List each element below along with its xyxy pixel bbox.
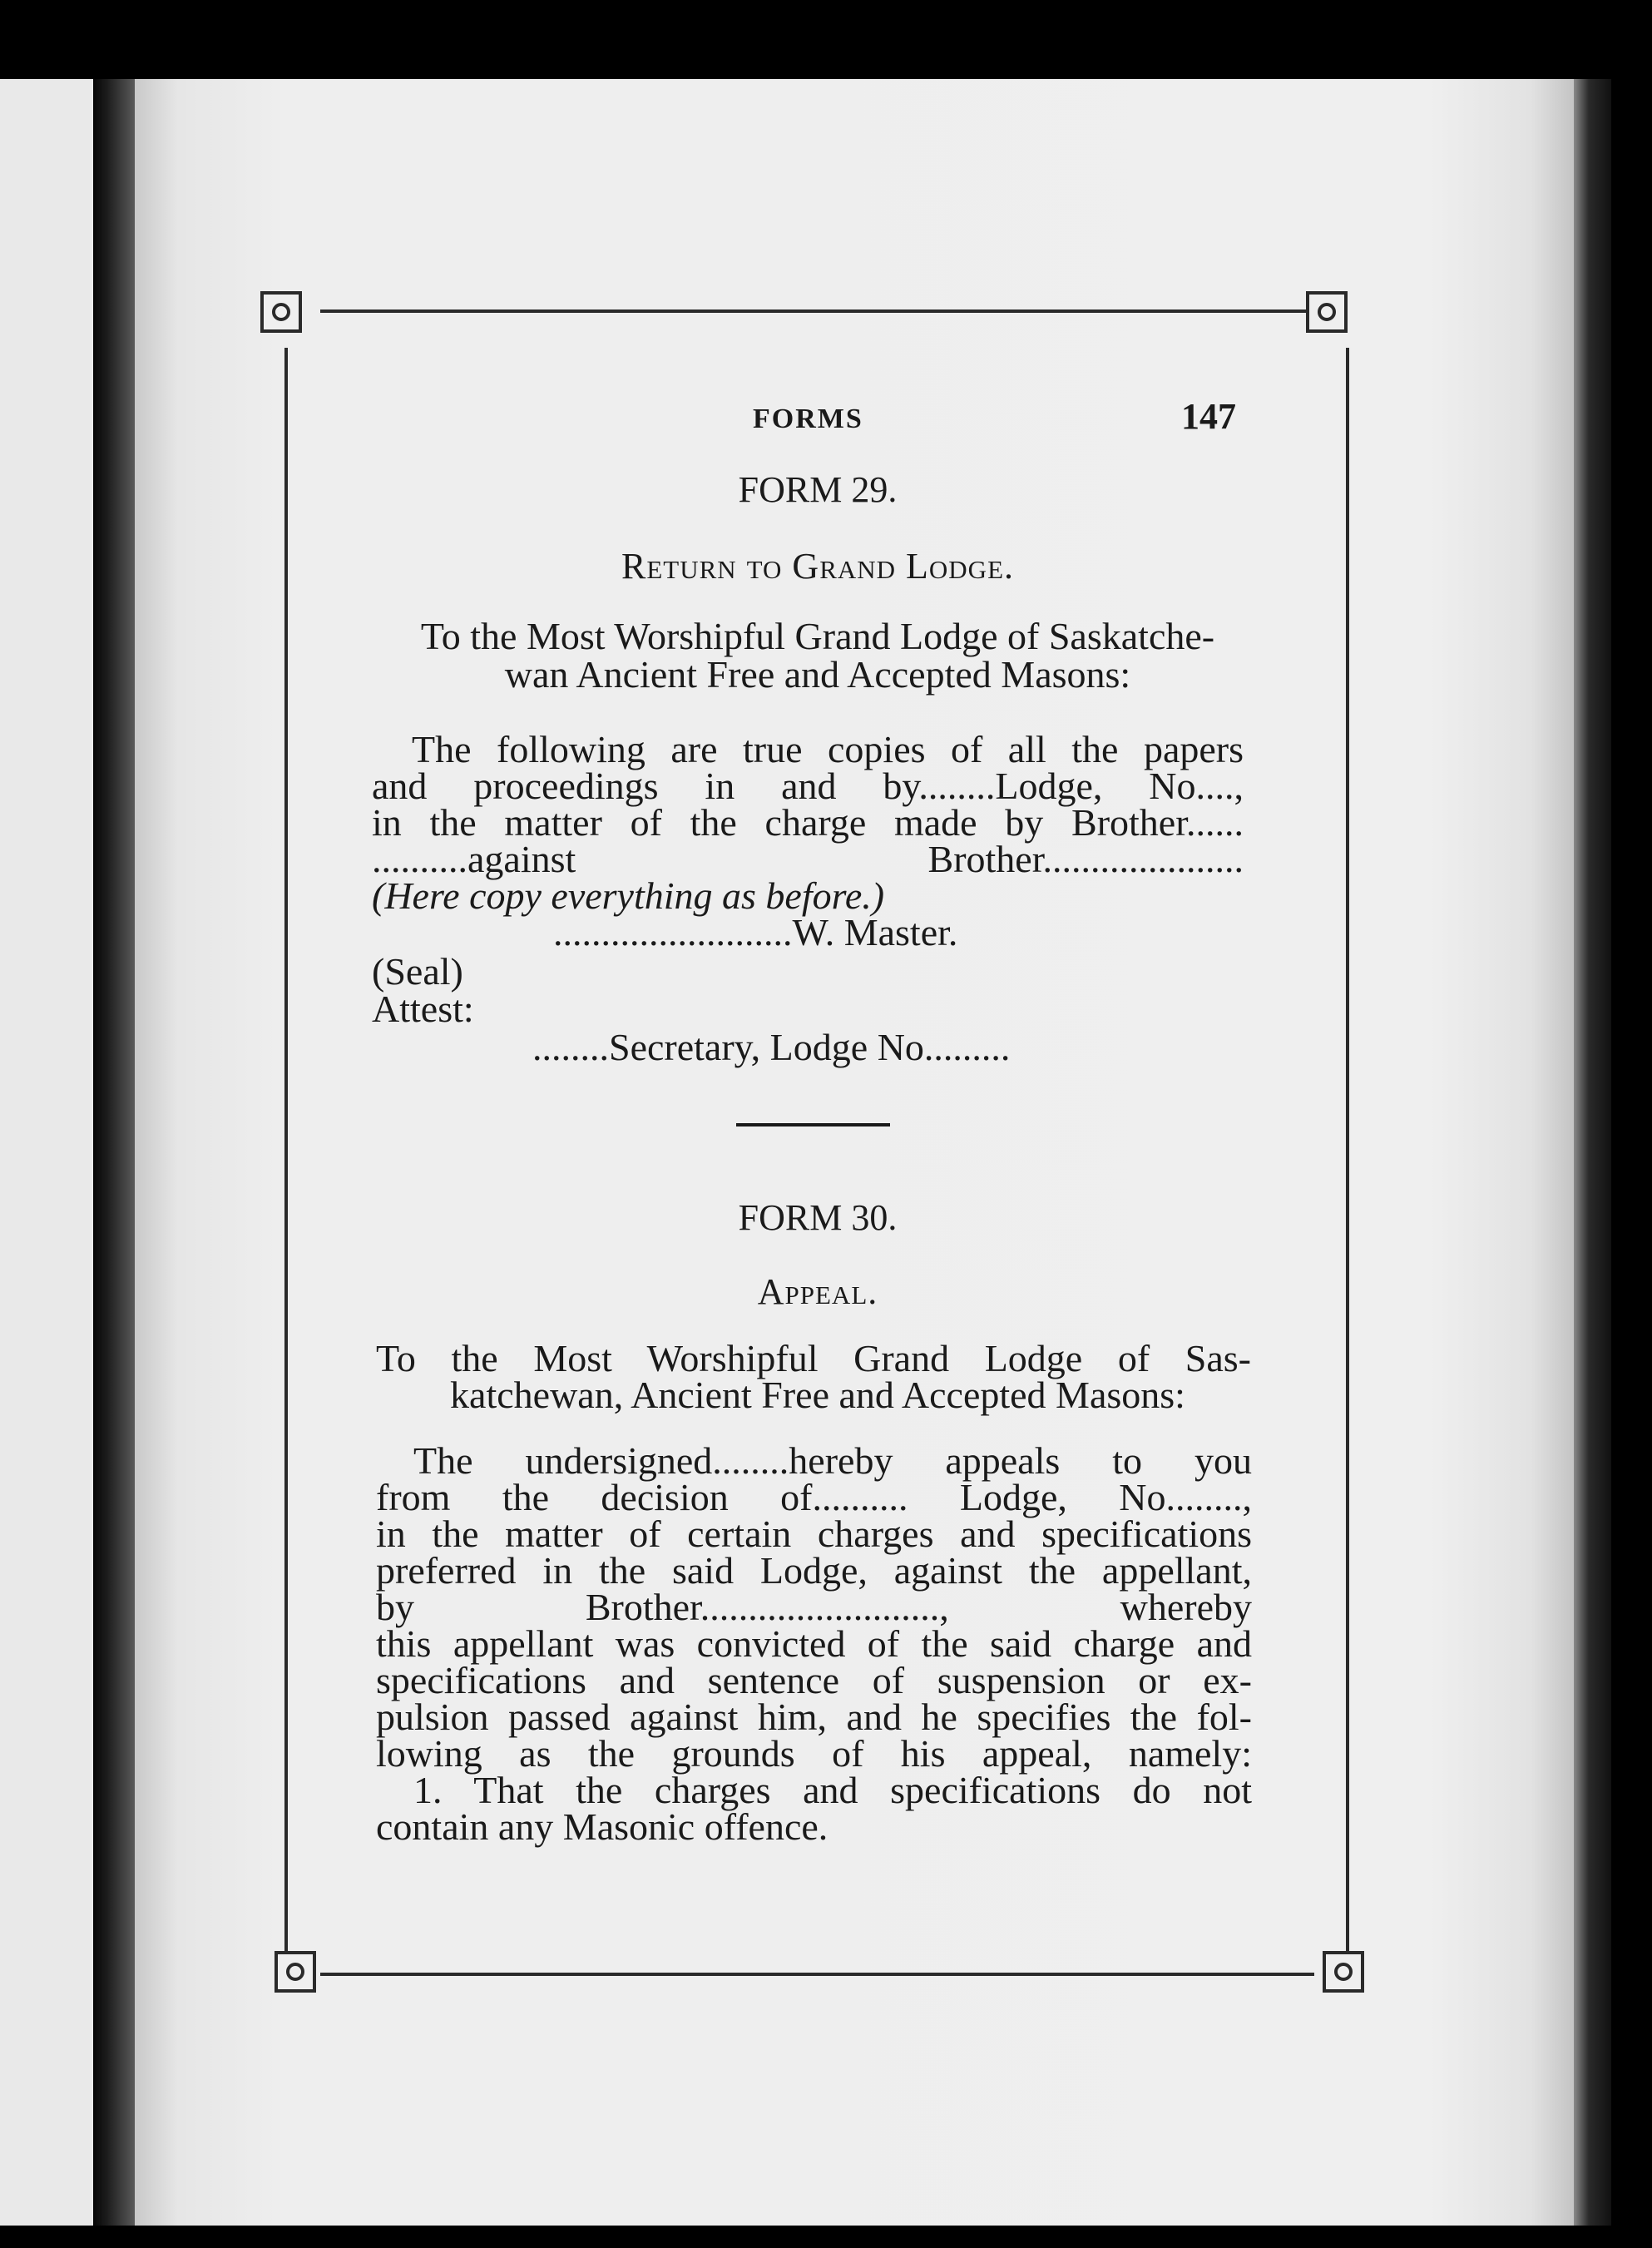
book-page xyxy=(135,79,1574,2226)
form-30-body-line: contain any Masonic offence. xyxy=(376,1805,828,1848)
form-30-body-line: preferred in the said Lodge, against the appellant, xyxy=(376,1549,1252,1592)
corner-ornament-icon xyxy=(1323,1951,1364,1993)
form-30-body-line: by Brother........................., whereby xyxy=(376,1586,1252,1628)
form-30-body-line: pulsion passed against him, and he specifies the fol- xyxy=(376,1696,1252,1738)
form-30-body-line: specifications and sentence of suspension or ex- xyxy=(376,1659,1252,1701)
form-29-body-line: ..........against Brother..................... xyxy=(372,838,1244,880)
book-gutter xyxy=(93,79,135,2226)
running-header: FORMS xyxy=(753,404,863,434)
form-30-body-line: this appellant was convicted of the said charge and xyxy=(376,1622,1252,1665)
attest-label: Attest: xyxy=(372,988,474,1030)
corner-ornament-icon xyxy=(260,291,302,333)
form-29-body-line: and proceedings in and by........Lodge, No...., xyxy=(372,765,1244,807)
form-29-subtitle: Return to Grand Lodge. xyxy=(621,546,1015,587)
form-29-title: FORM 29. xyxy=(738,469,898,510)
form-30-body-line: from the decision of.......... Lodge, No........, xyxy=(376,1476,1252,1518)
form-30-body-line: in the matter of certain charges and specifications xyxy=(376,1513,1252,1555)
facing-page-edge xyxy=(0,79,93,2226)
form-29-instruction: (Here copy everything as before.) xyxy=(372,874,885,917)
corner-ornament-icon xyxy=(1306,291,1348,333)
form-30-body-line: lowing as the grounds of his appeal, namely: xyxy=(376,1732,1252,1775)
seal-label: (Seal) xyxy=(372,950,463,993)
master-signature-line: .........................W. Master. xyxy=(553,911,958,953)
secretary-signature-line: ........Secretary, Lodge No......... xyxy=(532,1026,1011,1068)
section-divider xyxy=(736,1123,890,1126)
page-edge-shadow xyxy=(1574,79,1611,2226)
form-30-body-line: 1. That the charges and specifications do not xyxy=(413,1769,1252,1811)
form-29-body-line: The following are true copies of all the papers xyxy=(412,728,1244,770)
page-number: 147 xyxy=(1181,396,1236,437)
form-29-address-line: To the Most Worshipful Grand Lodge of Saskatche- xyxy=(420,615,1215,657)
form-30-subtitle: Appeal. xyxy=(757,1271,878,1312)
form-30-body-line: The undersigned........hereby appeals to you xyxy=(413,1439,1252,1482)
form-29-body-line: in the matter of the charge made by Brother...... xyxy=(372,801,1244,844)
corner-ornament-icon xyxy=(275,1951,316,1993)
form-30-title: FORM 30. xyxy=(738,1197,898,1238)
form-29-address-line: wan Ancient Free and Accepted Masons: xyxy=(504,653,1131,696)
form-30-address-line: To the Most Worshipful Grand Lodge of Sas- xyxy=(376,1337,1251,1379)
form-30-address-line: katchewan, Ancient Free and Accepted Masons: xyxy=(450,1374,1185,1416)
